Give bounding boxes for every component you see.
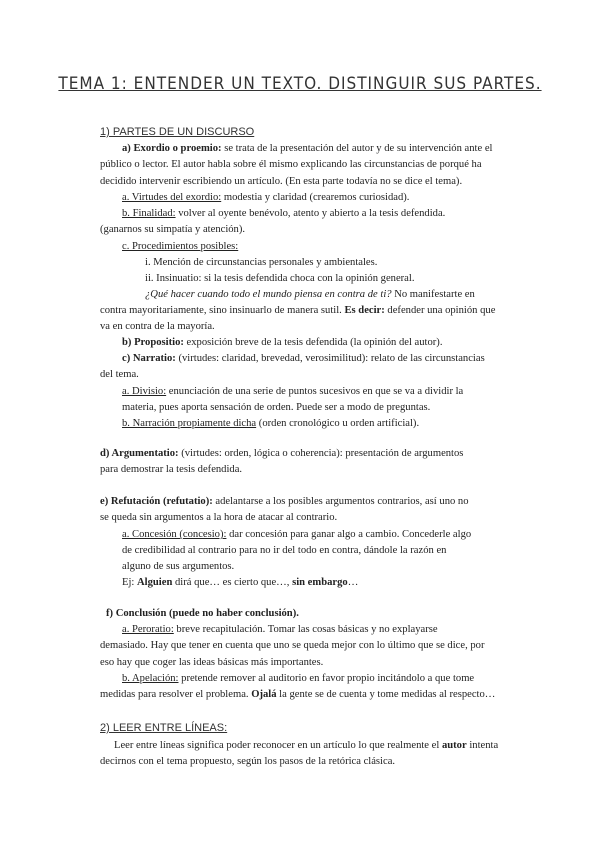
- section-heading-partes: 1) PARTES DE UN DISCURSO: [100, 126, 255, 138]
- insinuatio-question-line: [145, 287, 528, 303]
- concesion-text: dar concesión para ganar algo a cambio. Concederle algo: [226, 529, 472, 540]
- conclusion-label: f) Conclusión (puede no haber conclusión).: [106, 608, 299, 619]
- exordio-text-2: público o lector. El autor habla sobre él mismo explicando las circunstancias de porqué ha: [100, 159, 482, 170]
- argumentatio-text-1: (virtudes: orden, lógica o coherencia): presentación de argumentos: [178, 448, 464, 459]
- exordio-label: a) Exordio o proemio:: [122, 143, 222, 154]
- apelacion-line-2: [100, 687, 528, 703]
- narratio-text-1: (virtudes: claridad, brevedad, verosimilitud): relato de las circunstancias: [175, 353, 485, 364]
- apelacion-text-2: medidas para resolver el problema.: [100, 689, 252, 700]
- insinuatio-text: contra mayoritariamente, sino insinuarlo de manera sutil.: [100, 305, 345, 316]
- procedimiento-ii: ii. Insinuatio: si la tesis defendida choca con la opinión general.: [145, 273, 415, 284]
- virtudes-text: modestia y claridad (crearemos curiosidad).: [221, 192, 410, 203]
- concesion-text-2: de credibilidad al contrario para no ir del todo en contra, dándole la razón en: [122, 545, 447, 556]
- example-sin-embargo: sin embargo: [292, 577, 348, 588]
- ojala-word: Ojalá: [251, 689, 277, 700]
- divisio-text: enunciación de una serie de puntos sucesivos en que se va a dividir la: [166, 386, 464, 397]
- procedimiento-i: i. Mención de circunstancias personales y ambientales.: [145, 257, 378, 268]
- insinuatio-question-after: No manifestarte en: [391, 289, 475, 300]
- apelacion-item: [122, 671, 528, 687]
- concesion-item: [122, 527, 528, 543]
- argumentatio-paragraph: [100, 446, 528, 462]
- peroratio-text-3: eso hay que coger las ideas básicas más importantes.: [100, 657, 324, 668]
- conclusion-heading: [100, 606, 528, 622]
- apelacion-text: pretende remover al auditorio en favor propio incitándolo a que tome: [178, 673, 475, 684]
- peroratio-item: [122, 622, 528, 638]
- exordio-text-3: decidido intervenir escribiendo un artículo. (En esta parte todavía no se dice el tema).: [100, 176, 463, 187]
- leer-text-2: decirnos con el tema propuesto, según los pasos de la retórica clásica.: [100, 756, 396, 767]
- peroratio-text-2: demasiado. Hay que tener en cuenta que uno se queda mejor con lo último que se dice, por: [100, 640, 485, 651]
- es-decir-label: Es decir:: [344, 305, 385, 316]
- leer-paragraph: [100, 738, 528, 754]
- concesion-example: [122, 575, 528, 591]
- insinuatio-text-after: defender una opinión que: [384, 305, 496, 316]
- exordio-paragraph: [100, 141, 528, 157]
- example-end: …: [347, 577, 359, 588]
- insinuatio-question: ¿Qué hacer cuando todo el mundo piensa en contra de ti?: [145, 289, 392, 300]
- propositio-paragraph: [100, 335, 528, 351]
- divisio-item: [122, 384, 528, 400]
- argumentatio-label: d) Argumentatio:: [100, 448, 179, 459]
- leer-text-1-after: intenta: [466, 740, 499, 751]
- refutacion-text-1: adelantarse a los posibles argumentos contrarios, así uno no: [212, 496, 469, 507]
- narracion-item: [122, 416, 528, 432]
- divisio-label: a. Divisio:: [122, 386, 167, 397]
- apelacion-text-3: la gente se de cuenta y tome medidas al respecto…: [276, 689, 496, 700]
- narratio-paragraph: [100, 351, 528, 367]
- argumentatio-text-2: para demostrar la tesis defendida.: [100, 464, 243, 475]
- procedimientos-label: c. Procedimientos posibles:: [122, 241, 239, 252]
- insinuatio-line-2: [100, 303, 528, 319]
- concesion-label: a. Concesión (concesio):: [122, 529, 227, 540]
- refutacion-text-2: se queda sin argumentos a la hora de atacar al contrario.: [100, 512, 338, 523]
- peroratio-text: breve recapitulación. Tomar las cosas básicas y no explayarse: [173, 624, 438, 635]
- section-heading-leer: 2) LEER ENTRE LÍNEAS:: [100, 722, 228, 734]
- concesion-text-3: alguno de sus argumentos.: [122, 561, 235, 572]
- finalidad-text-2: (ganarnos su simpatía y atención).: [100, 224, 246, 235]
- autor-word: autor: [441, 740, 467, 751]
- page-title: TEMA 1: ENTENDER UN TEXTO. DISTINGUIR SUS PARTES.: [58, 74, 542, 94]
- refutacion-paragraph: [100, 494, 528, 510]
- divisio-text-2: materia, pues aporta sensación de orden. Puede ser a modo de preguntas.: [122, 402, 431, 413]
- apelacion-label: b. Apelación:: [122, 673, 179, 684]
- procedimientos-item: [122, 239, 528, 255]
- example-alguien: Alguien: [137, 577, 173, 588]
- finalidad-item: [122, 206, 528, 222]
- leer-text-1: Leer entre líneas significa poder reconocer en un artículo lo que realmente el: [114, 740, 442, 751]
- virtudes-item: [122, 190, 528, 206]
- narracion-text: (orden cronológico u orden artificial).: [256, 418, 420, 429]
- finalidad-text: volver al oyente benévolo, atento y abierto a la tesis defendida.: [175, 208, 446, 219]
- virtudes-label: a. Virtudes del exordio:: [122, 192, 222, 203]
- example-prefix: Ej:: [122, 577, 138, 588]
- narracion-label: b. Narración propiamente dicha: [122, 418, 257, 429]
- propositio-label: b) Propositio:: [122, 337, 184, 348]
- propositio-text: exposición breve de la tesis defendida (la opinión del autor).: [183, 337, 443, 348]
- finalidad-label: b. Finalidad:: [122, 208, 176, 219]
- peroratio-label: a. Peroratio:: [122, 624, 174, 635]
- insinuatio-line-3: va en contra de la mayoría.: [100, 321, 215, 332]
- exordio-text-1: se trata de la presentación del autor y de su intervención ante el: [221, 143, 493, 154]
- example-middle: dirá que… es cierto que…,: [172, 577, 293, 588]
- refutacion-label: e) Refutación (refutatio):: [100, 496, 213, 507]
- narratio-text-2: del tema.: [100, 369, 139, 380]
- narratio-label: c) Narratio:: [122, 353, 176, 364]
